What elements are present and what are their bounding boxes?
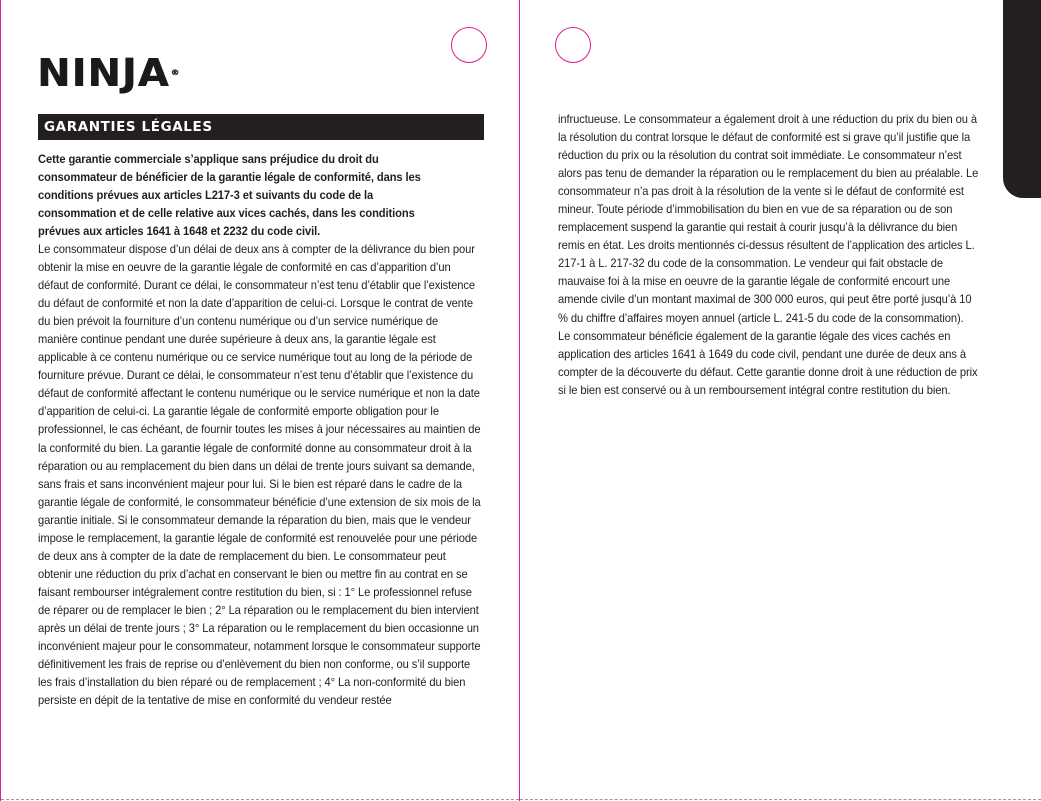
registration-circle xyxy=(555,27,591,63)
registered-mark: ® xyxy=(170,68,181,77)
section-tab xyxy=(1003,0,1041,198)
trim-line xyxy=(520,799,1041,800)
intro-bold-paragraph: Cette garantie commerciale s’applique sans préjudice du droit du consommateur de bénéficier de la garantie légale de conformité, dans les conditions prévues aux articles L217-3 et suivants du code de la consommation et de celle relative aux vices cachés, dans les conditions prévues aux articles 1641 à 1648 et 2232 du code civil. xyxy=(38,152,421,238)
left-page xyxy=(0,0,520,801)
right-page xyxy=(519,0,1041,801)
right-body-paragraph: infructueuse. Le consommateur a également droit à une réduction du prix du bien ou à la résolution du contrat lorsque le défaut de conformité est si grave qu’il justifie que la réduction du prix ou la résolution du contrat soit immédiate. Le consommateur n’est alors pas tenu de demander la réparation ou le remplacement du bien au préalable. Le consommateur n’a pas droit à la résolution de la vente si le défaut de conformité est mineur. Toute période d’immobilisation du bien en vue de sa réparation ou de son remplacement suspend la garantie qui restait à courir jusqu’à la délivrance du bien remis en état. Les droits mentionnés ci-dessus résultent de l’application des articles L. 217-1 à L. 217-32 du code de la consommation. Le vendeur qui fait obstacle de mauvaise foi à la mise en oeuvre de la garantie légale de conformité encourt une amende civile d’un montant maximal de 300 000 euros, qui peut être porté jusqu’à 10 % du chiffre d’affaires moyen annuel (article L. 241-5 du code de la consommation). Le consommateur bénéficie également de la garantie légale des vices cachés en application des articles 1641 à 1649 du code civil, pendant une durée de deux ans à compter de la découverte du défaut. Cette garantie donne droit à une réduction de prix si le bien est conservé ou à un remboursement intégral contre restitution du bien. xyxy=(558,112,979,397)
ninja-logo: NINJA® xyxy=(37,51,181,95)
left-body-paragraph: Le consommateur dispose d’un délai de deux ans à compter de la délivrance du bien pour obtenir la mise en oeuvre de la garantie légale de conformité en cas d’apparition d’un défaut de conformité. Durant ce délai, le consommateur n’est tenu d’établir que l’existence du défaut de conformité et non la date d’apparition de celui-ci. Lorsque le contrat de vente du bien prévoit la fourniture d’un contenu numérique ou d’un service numérique de manière continue pendant une durée supérieure à deux ans, la garantie légale est applicable à ce contenu numérique ou ce service numérique tout au long de la période de fourniture prévue. Durant ce délai, le consommateur n’est tenu d’établir que l’existence du défaut de conformité affectant le contenu numérique ou le service numérique et non la date d’apparition de celui-ci. La garantie légale de conformité emporte obligation pour le professionnel, le cas échéant, de fournir toutes les mises à jour nécessaires au maintien de la conformité du bien. La garantie légale de conformité donne au consommateur droit à la réparation ou au remplacement du bien dans un délai de trente jours suivant sa demande, sans frais et sans inconvénient majeur pour lui. Si le bien est réparé dans le cadre de la garantie légale de conformité, le consommateur bénéficie d’une extension de six mois de la garantie initiale. Si le consommateur demande la réparation du bien, mais que le vendeur impose le remplacement, la garantie légale de conformité est renouvelée pour une période de deux ans à compter de la date de remplacement du bien. Le consommateur peut obtenir une réduction du prix d’achat en conservant le bien ou mettre fin au contrat en se faisant rembourser intégralement contre restitution du bien, si : 1° Le professionnel refuse de réparer ou de remplacer le bien ; 2° La réparation ou le remplacement du bien intervient après un délai de trente jours ; 3° La réparation ou le remplacement du bien occasionne un inconvénient majeur pour le consommateur, notamment lorsque le consommateur supporte définitivement les frais de reprise ou d’enlèvement du bien non conforme, ou s’il supporte les frais d’installation du bien réparé ou de remplacement ; 4° La non-conformité du bien persiste en dépit de la tentative de mise en conformité du vendeur restée xyxy=(38,242,481,708)
trim-line xyxy=(1,799,519,800)
section-title: GARANTIES LÉGALES xyxy=(38,114,484,140)
registration-circle xyxy=(451,27,487,63)
